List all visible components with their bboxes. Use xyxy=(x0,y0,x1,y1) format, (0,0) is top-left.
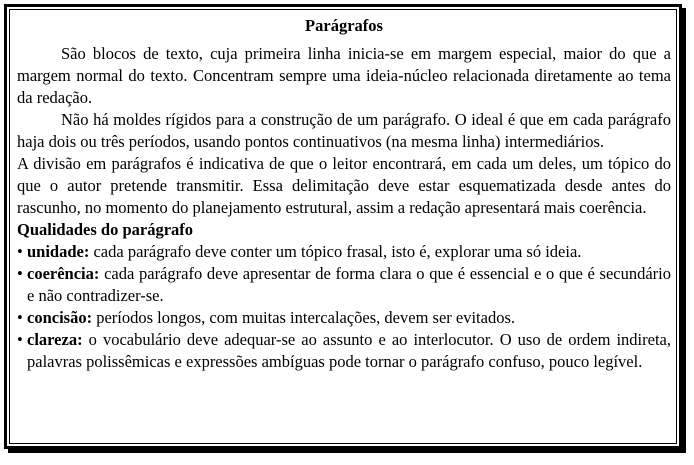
quality-term: clareza: xyxy=(27,330,83,349)
quality-text: períodos longos, com muitas intercalações, devem ser evitados. xyxy=(96,308,516,327)
quality-text: cada parágrafo deve conter um tópico frasal, isto é, explorar uma só ideia. xyxy=(93,242,582,261)
list-item-clareza xyxy=(17,329,671,373)
paragraph-3: A divisão em parágrafos é indicativa de que o leitor encontrará, em cada um deles, um tópico do que o autor pretende transmitir. Essa delimitação deve estar esquematizada desde antes do rascunho, no momento do planejamento estrutural, assim a redação apresentará mais coerência. xyxy=(17,154,671,217)
document-frame xyxy=(4,4,682,449)
quality-text: o vocabulário deve adequar-se ao assunto e ao interlocutor. O uso de ordem indireta, palavras polissêmicas e expressões ambíguas pode tornar o parágrafo confuso, pouco legível. xyxy=(27,330,671,371)
quality-term: coerência: xyxy=(27,264,100,283)
bullet-icon: • xyxy=(17,264,23,283)
list-item-unidade xyxy=(17,241,671,263)
list-item-coerencia xyxy=(17,263,671,307)
bullet-icon: • xyxy=(17,330,23,349)
paragraph-1: São blocos de texto, cuja primeira linha inicia-se em margem especial, maior do que a margem normal do texto. Concentram sempre uma ideia-núcleo relacionada diretamente ao tema da redação. xyxy=(17,44,671,107)
qualities-heading: Qualidades do parágrafo xyxy=(17,220,194,239)
bullet-icon: • xyxy=(17,242,23,261)
page-title: Parágrafos xyxy=(305,16,383,35)
quality-term: concisão: xyxy=(27,308,93,327)
list-item-concisao xyxy=(17,307,671,329)
bullet-icon: • xyxy=(17,308,23,327)
quality-text: cada parágrafo deve apresentar de forma clara o que é essencial e o que é secundário e não contradizer-se. xyxy=(27,264,672,305)
qualities-list xyxy=(17,241,671,373)
quality-term: unidade: xyxy=(27,242,90,261)
paragraph-2: Não há moldes rígidos para a construção de um parágrafo. O ideal é que em cada parágrafo haja dois ou três períodos, usando pontos continuativos (na mesma linha) intermediários. xyxy=(17,110,671,151)
